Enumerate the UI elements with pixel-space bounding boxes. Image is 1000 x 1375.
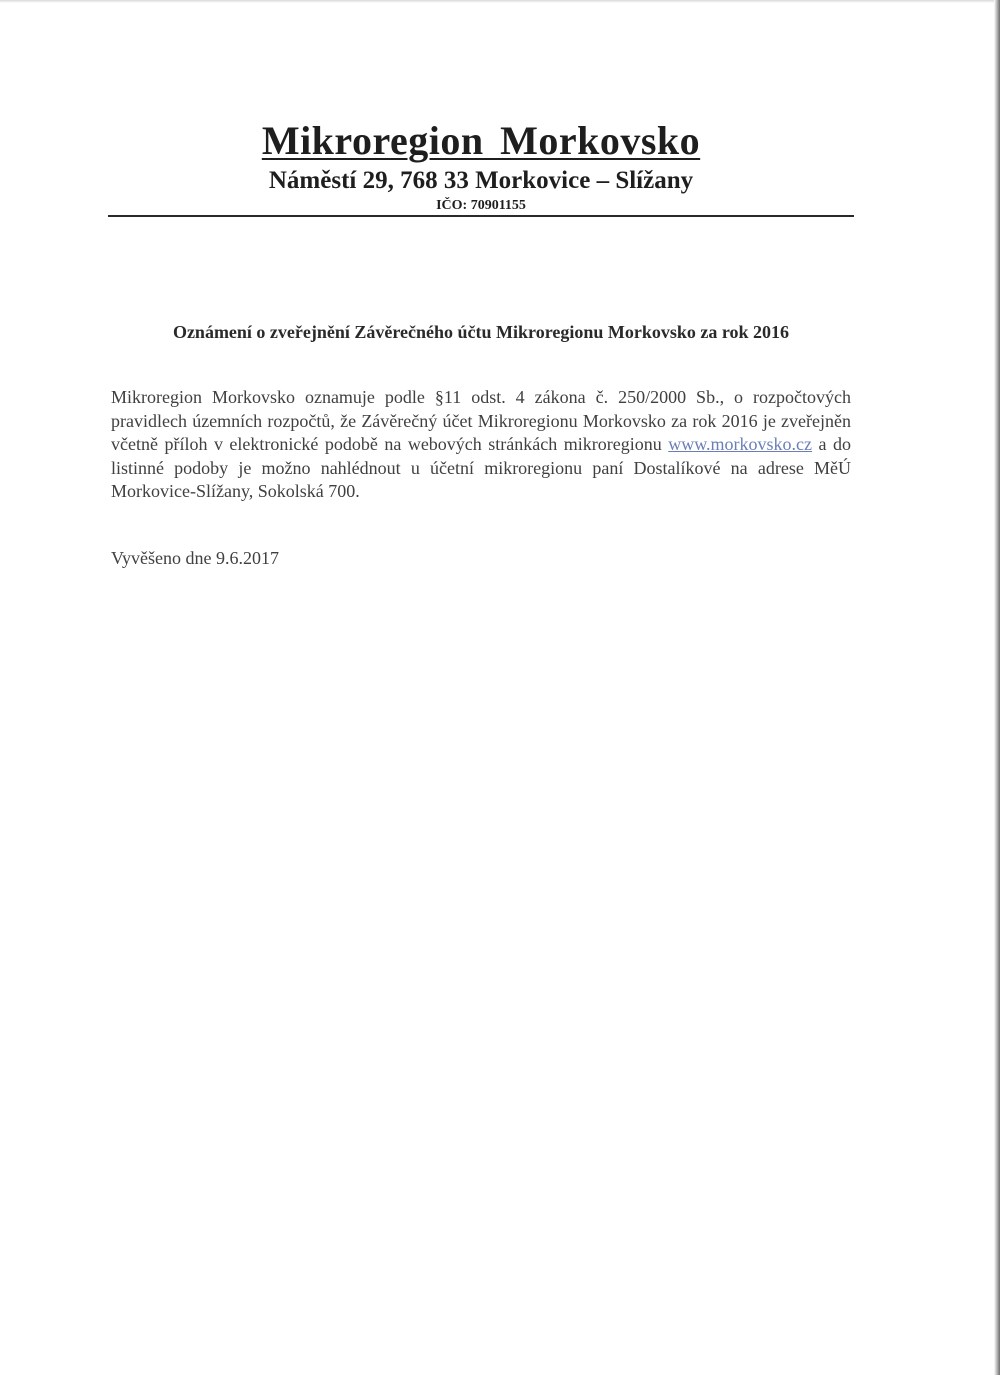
scan-top-edge — [0, 0, 1000, 3]
letterhead-divider — [108, 215, 854, 217]
letterhead — [108, 118, 854, 215]
scan-right-edge — [994, 0, 1000, 1375]
notice-body — [111, 386, 851, 504]
notice-body-text-end: a do listinné podoby je možno nahlédnout u účetní mikroregionu paní Dostalíkové na adrese MěÚ Morkovice-Slížany, Sokolská 700. — [111, 434, 851, 501]
website-link[interactable]: www.morkovsko.cz — [668, 434, 813, 454]
organization-ico: IČO: 70901155 — [436, 198, 526, 213]
posted-date: Vyvěšeno dne 9.6.2017 — [111, 548, 279, 568]
notice-title: Oznámení o zveřejnění Závěrečného účtu Mikroregionu Morkovsko za rok 2016 — [172, 322, 790, 342]
notice-body-text-start: Mikroregion Morkovsko oznamuje podle §11 odst. 4 zákona č. 250/2000 Sb., o rozpočtových pravidlech územních rozpočtů, že Závěrečný účet Mikroregionu Morkovsko za rok 2016 je zveřejněn včetně příloh v elektronické podobě na webových stránkách mikroregionu — [111, 387, 851, 454]
organization-name: Mikroregion Morkovsko — [261, 118, 701, 163]
organization-address: Náměstí 29, 768 33 Morkovice – Slížany — [268, 167, 694, 194]
